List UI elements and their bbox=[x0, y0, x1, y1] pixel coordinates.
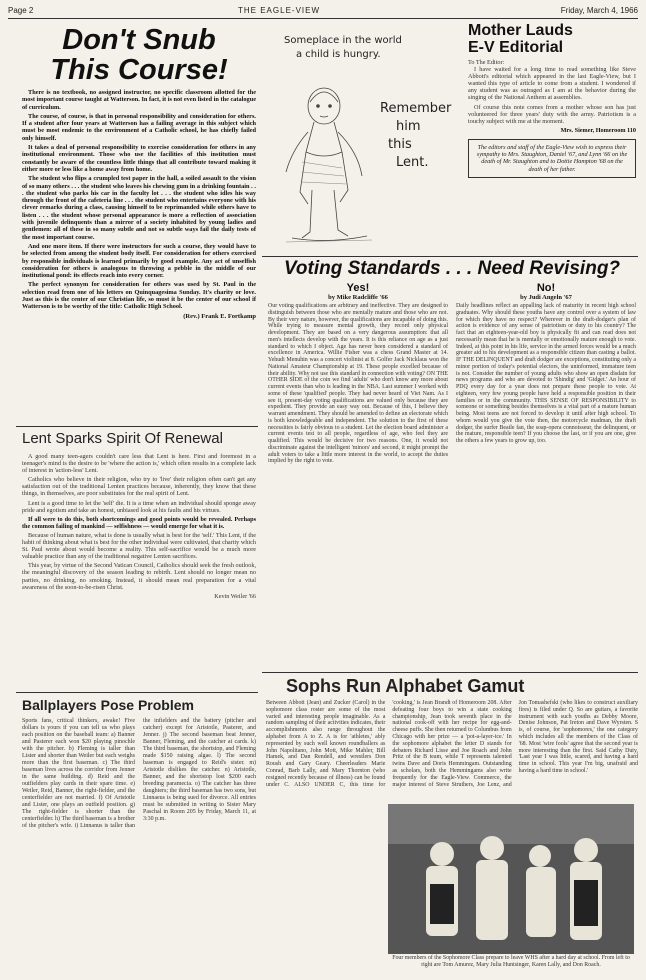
lent-headline: Lent Sparks Spirit Of Renewal bbox=[22, 430, 223, 447]
snub-paragraph: The perfect synonym for consideration for others was used by St. Paul in the selection read from one of his letters on Quinquagesima Sunday. It's charity or love. Just as this is the center of our Christian life, so must it be the center of our school if Watterson is to be worthy of the title: Catholic High School. bbox=[22, 281, 256, 311]
voting-section bbox=[268, 258, 636, 465]
page-number: Page 2 bbox=[8, 6, 34, 15]
snub-paragraph: There is no textbook, no assigned instructor, no specific classroom allotted for the most important course taught at Watterson. In fact, it is not even listed in the catalogue of curriculum. bbox=[22, 89, 256, 111]
snub-headline-2: This Course! bbox=[50, 54, 228, 86]
snub-headline-1: Don't Snub bbox=[62, 24, 216, 56]
lent-paragraph: Lent is a good time to let the 'self' die. It is a time when an individual should sponge away pride and egotism and take an honest, unbiased look at his faults and his virtues. bbox=[22, 499, 256, 514]
hungry-child-drawing bbox=[272, 72, 382, 250]
ballplayers-text: Sports fans, critical thinkers, awake! Five dollars is yours if you can tell us who plays each position on the baseball team: a) Banner and Pasterer each won $20 playing pinochle with the pitcher. b) Fleming is taller than Lister and shorter than Weiler but each weighs more than the first baseman. c) The third baseman lives across the corridor from Jenner in the same building. d) Reid and the outfielders play cards in their spare time. e) Weiler, Reid, Banner, the right-fielder, and the centerfielder are not married. f) Of Aristotle and Lister, one plays an outfield position. g) The right-fielder is shorter than the centerfielder. h) The third baseman is a brother of the pitcher's wife. i) Linnanus is taller than the infielders and the battery (pitcher and catcher) except for Aristotle, Pasterer, and Jenner. j) The second baseman beat Jenner, Banner, Fleming, and the catcher at cards. k) The third baseman, the shortstop, and Fleming made $150 raising algae. l) The second baseman is engaged to Reid's sister. m) Aristotle dislikes the catcher. n) Aristotle, Banner, and the shortstop lost $200 each breeding paramecia. o) The catcher has three daughters; the third baseman has two sons, but Linnaeus is being sued for divorce. All entries must be submitted in writing to Sister Mary Paschal in Room 205 by Friday, March 11, at 3:30 p.m. bbox=[22, 718, 256, 829]
lent-paragraph: A good many teen-agers couldn't care less that Lent is here. First and foremost in a teenager's mind is the desire to be 'where the action is,' which often results in a complete lack of interest in 'action-less' Lent. bbox=[22, 453, 256, 475]
paper-name: THE EAGLE-VIEW bbox=[238, 6, 321, 15]
photo-figures bbox=[388, 804, 634, 954]
remember-line: Remember bbox=[380, 101, 452, 116]
section-rule bbox=[16, 692, 258, 693]
remember-line: this bbox=[388, 137, 412, 152]
snub-paragraph: It takes a deal of personal responsibility to exercise consideration for others in any institutional environment. Those who use the facilities of this institution must constantly be aware of the countless little things that all contribute toward making it either more or less like a home away from home. bbox=[22, 144, 256, 173]
sympathy-box: The editors and staff of the Eagle-View wish to express their sympathy to Mrs. Staughton, Daniel '67, and Lynn '66 on the death of Mr. Staughton and to Dottie Hampton '68 on the death of her father. bbox=[468, 139, 636, 178]
ballplayers-headline: Ballplayers Pose Problem bbox=[22, 697, 194, 713]
sophs-headline: Sophs Run Alphabet Gamut bbox=[286, 676, 525, 696]
mother-headline-2: E-V Editorial bbox=[468, 39, 564, 56]
voting-yes-column bbox=[268, 282, 448, 465]
lent-illustration bbox=[262, 22, 466, 250]
snub-editorial bbox=[22, 26, 256, 320]
snub-signature: (Rev.) Frank E. Fortkamp bbox=[183, 312, 256, 320]
sophomore-photo bbox=[388, 804, 634, 954]
lent-paragraph: This year, by virtue of the Second Vatican Council, Catholics should seek the fresh outlook, the meaningful discovery of the season leading to rebirth. Lent should no longer mean no parties, no drinking, no smoking. Instead, it should mean real preparation for a vital awareness of the soon-to-be-risen Christ. bbox=[22, 562, 256, 591]
yes-text: Our voting qualifications are arbitrary and ineffective. They are designed to distinguish between those who are mentally mature and those who are not. By their very nature, however, the qualifications are incapable of doing this. While trying to measure mental growth, they record only physical development. They are based on a very dangerous assumption: that all men's intellects develop with the years. It is this reliance on age as a just standard to which I object. Age has never been considered a standard of excellence in America. Willie Fisher was a chess Grand Master at 14. Yehudi Menuhin was a concert violinist at 8. Golfer Jack Nicklaus won the National Amateur Championship at 19. These people excelled because of their ability. Why not use this standard in connection with voting? ON THE OTHER SIDE of the coin we find 'adults' who don't know any more about current events than who is leading in the NBA. Last summer I worked with some of these 'qualified' people. They had never heard of Viet Nam. As I see it, present-day voting qualifications are valued only because they are expedient. They provide an easy way out. Because of this, I believe they warrant amendment. They should be amended to define an electorate which is both knowledgeable and independent. The solution to the first of these necessities is fairly obvious to a student. Let the election board administer a current events test to all people, regardless of age, who feel they are qualified. This would be decisive for two reasons. One, it would not discriminate against the intelligent 'minors' and second, it might prompt the adult voters to take a little more interest in the world, to accept the duties implied by the right to vote. bbox=[268, 303, 448, 465]
snub-paragraph: The course, of course, is that in personal responsibility and consideration for others. If a student after four years at Watterson has a failing average in this subject which must be most endemic to the environment of a Catholic school, he has chiefly failed only himself. bbox=[22, 112, 256, 142]
mother-paragraph: Of course this note comes from a mother whose son has just volunteered for three years' duty with the army. Patriotism is a touchy subject with me at the moment. bbox=[468, 103, 636, 125]
lent-paragraph: Because of human nature, what is done is usually what is best for the 'self.' This Lent, if the habit of thinking about what is best for the other individual were cultivated, that charity which St. Paul wrote about would become a reality. This self-sacrifice would be a much more valuable practice than any of the traditional negative Lenten sacrifices. bbox=[22, 531, 256, 561]
sophs-text-top: Between Abbott (Jean) and Zucker (Carol) in the sophomore class roster are some of the most varied and interesting people imaginable. As a random sampling of their activities indicates, their accomplishments also range throughout the alphabet from A to Z. A is for 'athletes,' ably represented by such well known roundballers as John Napolitano, John Mott, Mike Mahler, Bill Hamek, and Dan Rendell, and wrestlers Don Roush and Gary Geary. Cheerleaders Marie Conrad, Barb Lally, and Mary Thornton (who resigned recently because of illness) can be found under C. ALSO UNDER C, this time for 'cooking,' is Jean Brandt of Homeroom 208. After defeating four boys to win a state cooking championship, Jean took seventh place in the national cook-off with her recipe for egg-and-cheese puffs. She then returned to Columbus from Chicago with her prize — a 'pot-a-layer-ice.' In the sophomore alphabet the letter D stands for debaters Richard Lisse and Joe Roach and John Pritz of the B team, while T represents talented twins Dave and Doris Hemmingam. Outstanding as scholars, both the Hemmingams also write frequently for the Eagle-View. Commerce, the major interest of Steve Struthers, Joe Lenz, and Jon Tomashefski (who likes to construct auxiliary fires) is filed under Q. So are guitars, a favorite instrument with such youths as Debby Moore, Denise Johnson, Pat Ireton and Dave Wyrsten. S is, of course, for 'sophomores,' the one category which includes all the members of the Class of '68. Most 'wire fools' agree that the second year is more interesting than the first. Said Cathy Duty, 'Last year I was little, scared, and having a hard time in school. This year I'm big, unafraid and having a hard time in school.' bbox=[266, 700, 638, 788]
masthead bbox=[8, 4, 638, 19]
mother-salutation: To The Editor: bbox=[468, 59, 505, 66]
remember-line: him bbox=[396, 119, 421, 134]
ballplayers-article bbox=[22, 696, 256, 954]
lent-signature: Kevin Weiler '66 bbox=[214, 592, 256, 600]
snub-paragraph: And one more item. If there were instructors for such a course, they would have to be selected from among the student body itself. For consideration for others exercised by responsible individuals is learned primarily by good example. Any act of unselfish consideration for others is analogous to throwing a pebble in the middle of our institutional pond: its effects reach into every corner. bbox=[22, 242, 256, 280]
issue-date: Friday, March 4, 1966 bbox=[560, 6, 638, 15]
mother-headline-1: Mother Lauds bbox=[468, 22, 573, 39]
yes-byline: by Mike Radcliffe '66 bbox=[328, 294, 388, 301]
lent-paragraph: Catholics who believe in their religion, who try to 'live' their religion often can't get any satisfaction out of the traditional Lenten practices because, inherently, they know that these things, in themselves, are poor substitutes for the real spirit of Lent. bbox=[22, 476, 256, 498]
remember-line: Lent. bbox=[396, 155, 429, 170]
section-rule bbox=[16, 426, 258, 427]
illustration-caption-1: Someplace in the world bbox=[284, 35, 402, 46]
illustration-caption-2: a child is hungry. bbox=[296, 49, 381, 60]
no-text: Daily headlines reflect an appalling lack of maturity in recent high school graduates. Why should these youths have any control over a system of law for which they have no respect? Wherever in the draft-dodger's plan of action is evidence of any sense of patriotism or duty to his country? The fact that an eighteen-year-old boy is physically fit and can read does not necessarily mean that he is mentally or emotionally mature enough to vote. Indeed, at this point in his life, service in the armed forces would be a much greater aid to his development as a responsible citizen than casting a ballot. IF THE DELINQUENT and draft dodger are exceptions, constituting only a minor portion of today's potential electors, the uninformed, immature teen is not. Consider the number of young adults who show an open disdain for news programs and who are devoted to 'Shindig' and 'Gidget.' An hour of PDQ every day for a year does not prepare these people to vote. At eighteen, very few young people have held a responsible position in their families or in the community. THIS SENSE OF RESPONSIBILITY to someone or something besides themselves is a vital part of a mature human being. Most teens are not forced to develop it until after high school. To whom would you give the vote then, the motorcycle madman, the draft dodger, the surfer Beatle fan, the soap-opera connoisseur, the delinquent, or the mature, responsible teen? If you choose the last, or if you are one, give the others a few years to grow up, too. bbox=[456, 303, 636, 444]
section-rule bbox=[262, 672, 638, 673]
no-byline: by Judi Angeln '67 bbox=[520, 294, 572, 301]
photo-caption: Four members of the Sophomore Class prepare to leave WHS after a hard day at school. From left to right are Tom Amurez, Mary Julia Huntsinger, Karen Lally, and Don Roach. bbox=[392, 955, 630, 968]
sophs-article bbox=[266, 676, 638, 796]
section-rule bbox=[262, 256, 638, 257]
lent-paragraph: If all were to do this, both shortcomings and good points would be revealed. Perhaps the common failing of mankind — selfishness — would emerge for what it is. bbox=[22, 515, 256, 530]
mother-paragraph: I have waited for a long time to read something like Steve Abbott's editorial which appeared in the last Eagle-View, but I wanted this type of article to come from a student. I wondered if any student was as outraged as I am at the behavior during the singing of the National Anthem at assemblies. bbox=[468, 66, 636, 102]
mother-signature: Mrs. Siemer, Homeroom 110 bbox=[560, 126, 636, 134]
snub-paragraph: The student who flips a crumpled test paper in the hall, a soiled assault to the vision of so many others . . . the student who leaves his chewing gum in a drinking fountain . . . the student who parks his car in the faculty lot . . . the student who idles his way through the front of the cafeteria line . . . the student who entertains everyone with his clever remarks during a class, causing himself to be reprimanded while others have to listen . . . the student whose personal appearance is more a reflection of association with juvenile delinquents than a mirror of a society inhabited by young ladies and gentlemen: all of these in so many subtle and not so subtle ways fail the daily tests of the most important course. bbox=[22, 175, 256, 241]
no-head: No! bbox=[536, 282, 556, 294]
voting-no-column bbox=[456, 282, 636, 445]
voting-headline: Voting Standards . . . Need Revising? bbox=[283, 258, 621, 279]
lent-article bbox=[22, 430, 256, 600]
mother-letter bbox=[468, 22, 636, 178]
yes-head: Yes! bbox=[346, 282, 370, 294]
